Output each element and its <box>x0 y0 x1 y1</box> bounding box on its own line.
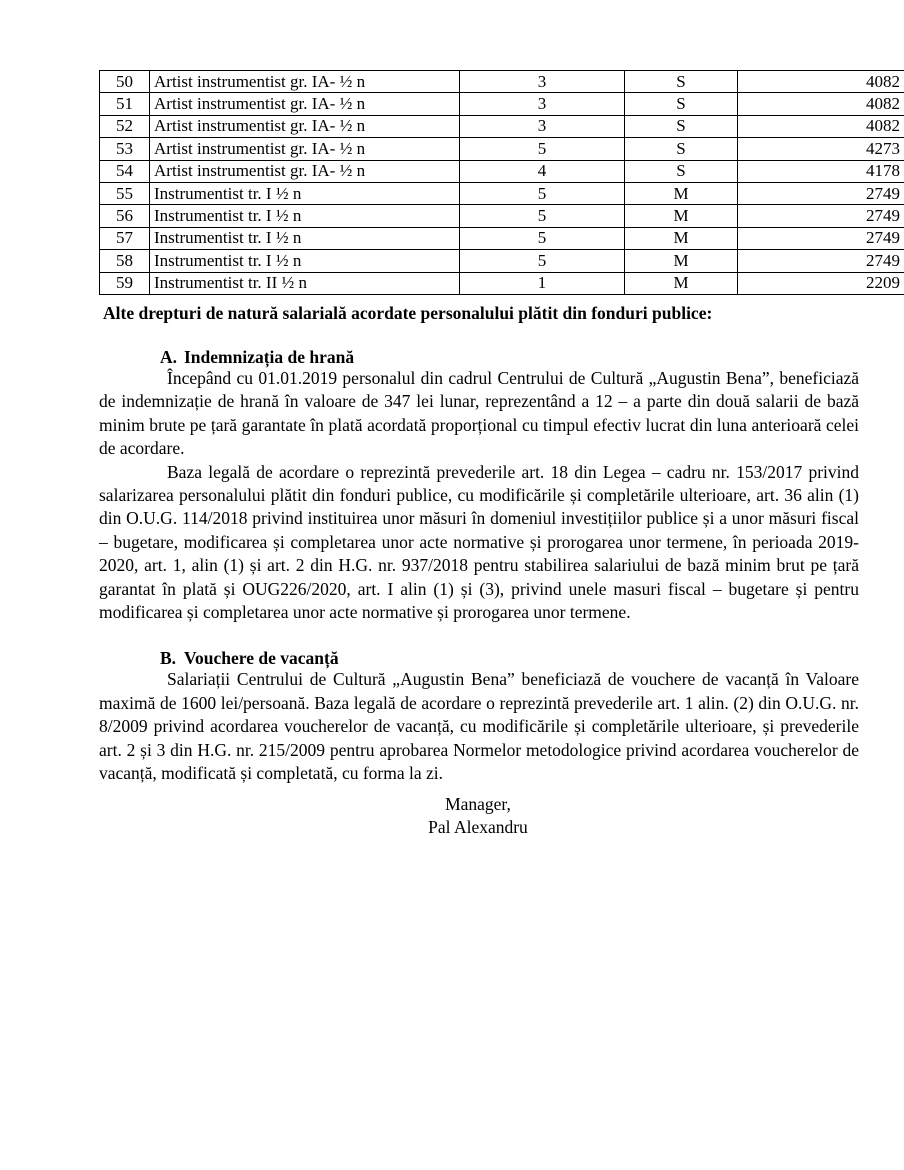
section-a-paragraph-2: Baza legală de acordare o reprezintă prevederile art. 18 din Legea – cadru nr. 153/2017 privind salarizarea personalului plătit din fonduri publice, cu modificările și completările ulterioare, art. 36 alin (1) din O.U.G. 114/2018 privind instituirea unor măsuri în domeniul investițiilor publice și a unor măsuri fiscal – bugetare, modificarea și completarea unor acte normative și prorogarea unor termene, în perioada 2019-2020, art. 1, alin (1) și art. 2 din H.G. nr. 937/2018 pentru stabilirea salariului de bază minim brut pe țară garantat în plată și OUG226/2020, art. I alin (1) și (3), privind unele masuri fiscal – bugetare și pentru modificarea și completarea unor acte normative și prorogarea unor termene. <box>99 461 859 623</box>
position-name: Instrumentist tr. I ½ n <box>150 227 460 249</box>
salary-amount: 4082 <box>738 115 904 137</box>
table-row <box>100 272 904 294</box>
salary-amount: 2749 <box>738 182 904 204</box>
education-level: M <box>625 272 738 294</box>
signature-block <box>378 793 578 840</box>
section-b-paragraph-1: Salariații Centrului de Cultură „Augustin Bena” beneficiază de vouchere de vacanță în Valoare maximă de 1600 lei/persoană. Baza legală de acordare o reprezintă prevederile art. 1 alin. (2) din O.U.G. nr. 8/2009 privind acordarea voucherelor de vacanță, cu modificările și completările ulterioare, și prevederile art. 2 și 3 din H.G. nr. 215/2009 pentru aprobarea Normelor metodologice privind acordarea voucherelor de vacanță, modificată și completată, cu forma la zi. <box>99 669 859 784</box>
position-name: Artist instrumentist gr. IA- ½ n <box>150 138 460 160</box>
table-row <box>100 250 904 272</box>
section-title-b: Vouchere de vacanță <box>184 648 339 669</box>
section-letter-a: A. <box>160 347 178 367</box>
row-number: 55 <box>100 182 150 204</box>
spacer <box>99 323 859 347</box>
position-quantity: 3 <box>460 115 625 137</box>
salary-amount: 4082 <box>738 93 904 115</box>
position-name: Instrumentist tr. I ½ n <box>150 205 460 227</box>
row-number: 57 <box>100 227 150 249</box>
salary-table <box>99 70 904 295</box>
document-body <box>99 303 859 786</box>
table-row <box>100 160 904 182</box>
section-heading-a <box>99 347 859 367</box>
section-letter-b: B. <box>160 648 177 669</box>
row-number: 54 <box>100 160 150 182</box>
salary-amount: 2749 <box>738 205 904 227</box>
education-level: M <box>625 250 738 272</box>
education-level: S <box>625 138 738 160</box>
salary-amount: 2209 <box>738 272 904 294</box>
salary-amount: 2749 <box>738 250 904 272</box>
table-row <box>100 205 904 227</box>
row-number: 58 <box>100 250 150 272</box>
spacer <box>99 624 859 648</box>
education-level: M <box>625 205 738 227</box>
row-number: 53 <box>100 138 150 160</box>
salary-table-container <box>99 70 900 295</box>
education-level: S <box>625 71 738 93</box>
salary-amount: 4178 <box>738 160 904 182</box>
education-level: S <box>625 93 738 115</box>
signature-role: Manager, <box>445 794 511 814</box>
position-quantity: 4 <box>460 160 625 182</box>
position-quantity: 3 <box>460 71 625 93</box>
signature-name: Pal Alexandru <box>428 817 528 838</box>
position-name: Artist instrumentist gr. IA- ½ n <box>150 71 460 93</box>
position-quantity: 5 <box>460 250 625 272</box>
salary-table-body <box>100 71 904 295</box>
position-name: Artist instrumentist gr. IA- ½ n <box>150 115 460 137</box>
section-a-paragraph-1: Începând cu 01.01.2019 personalul din cadrul Centrului de Cultură „Augustin Bena”, beneficiază de indemnizație de hrană în valoare de 347 lei lunar, reprezentând a 12 – a parte din două salarii de bază minim brute pe țară garantate în plată acordată proporțional cu timpul efectiv lucrat din luna anterioară celei de acordare. <box>99 368 859 459</box>
table-row <box>100 93 904 115</box>
position-name: Artist instrumentist gr. IA- ½ n <box>150 160 460 182</box>
row-number: 59 <box>100 272 150 294</box>
position-name: Instrumentist tr. I ½ n <box>150 182 460 204</box>
position-quantity: 1 <box>460 272 625 294</box>
position-quantity: 5 <box>460 138 625 160</box>
row-number: 56 <box>100 205 150 227</box>
table-row <box>100 227 904 249</box>
salary-amount: 4082 <box>738 71 904 93</box>
salary-amount: 2749 <box>738 227 904 249</box>
position-name: Instrumentist tr. II ½ n <box>150 272 460 294</box>
education-level: S <box>625 115 738 137</box>
position-quantity: 5 <box>460 227 625 249</box>
position-name: Artist instrumentist gr. IA- ½ n <box>150 93 460 115</box>
table-row <box>100 182 904 204</box>
main-heading: Alte drepturi de natură salarială acordate personalului plătit din fonduri publice: <box>103 303 713 323</box>
position-quantity: 3 <box>460 93 625 115</box>
position-name: Instrumentist tr. I ½ n <box>150 250 460 272</box>
table-row <box>100 71 904 93</box>
row-number: 51 <box>100 93 150 115</box>
table-row <box>100 115 904 137</box>
salary-amount: 4273 <box>738 138 904 160</box>
row-number: 52 <box>100 115 150 137</box>
row-number: 50 <box>100 71 150 93</box>
education-level: S <box>625 160 738 182</box>
education-level: M <box>625 182 738 204</box>
position-quantity: 5 <box>460 205 625 227</box>
section-heading-b <box>99 648 859 668</box>
table-row <box>100 138 904 160</box>
section-title-a: Indemnizația de hrană <box>184 347 355 367</box>
education-level: M <box>625 227 738 249</box>
position-quantity: 5 <box>460 182 625 204</box>
